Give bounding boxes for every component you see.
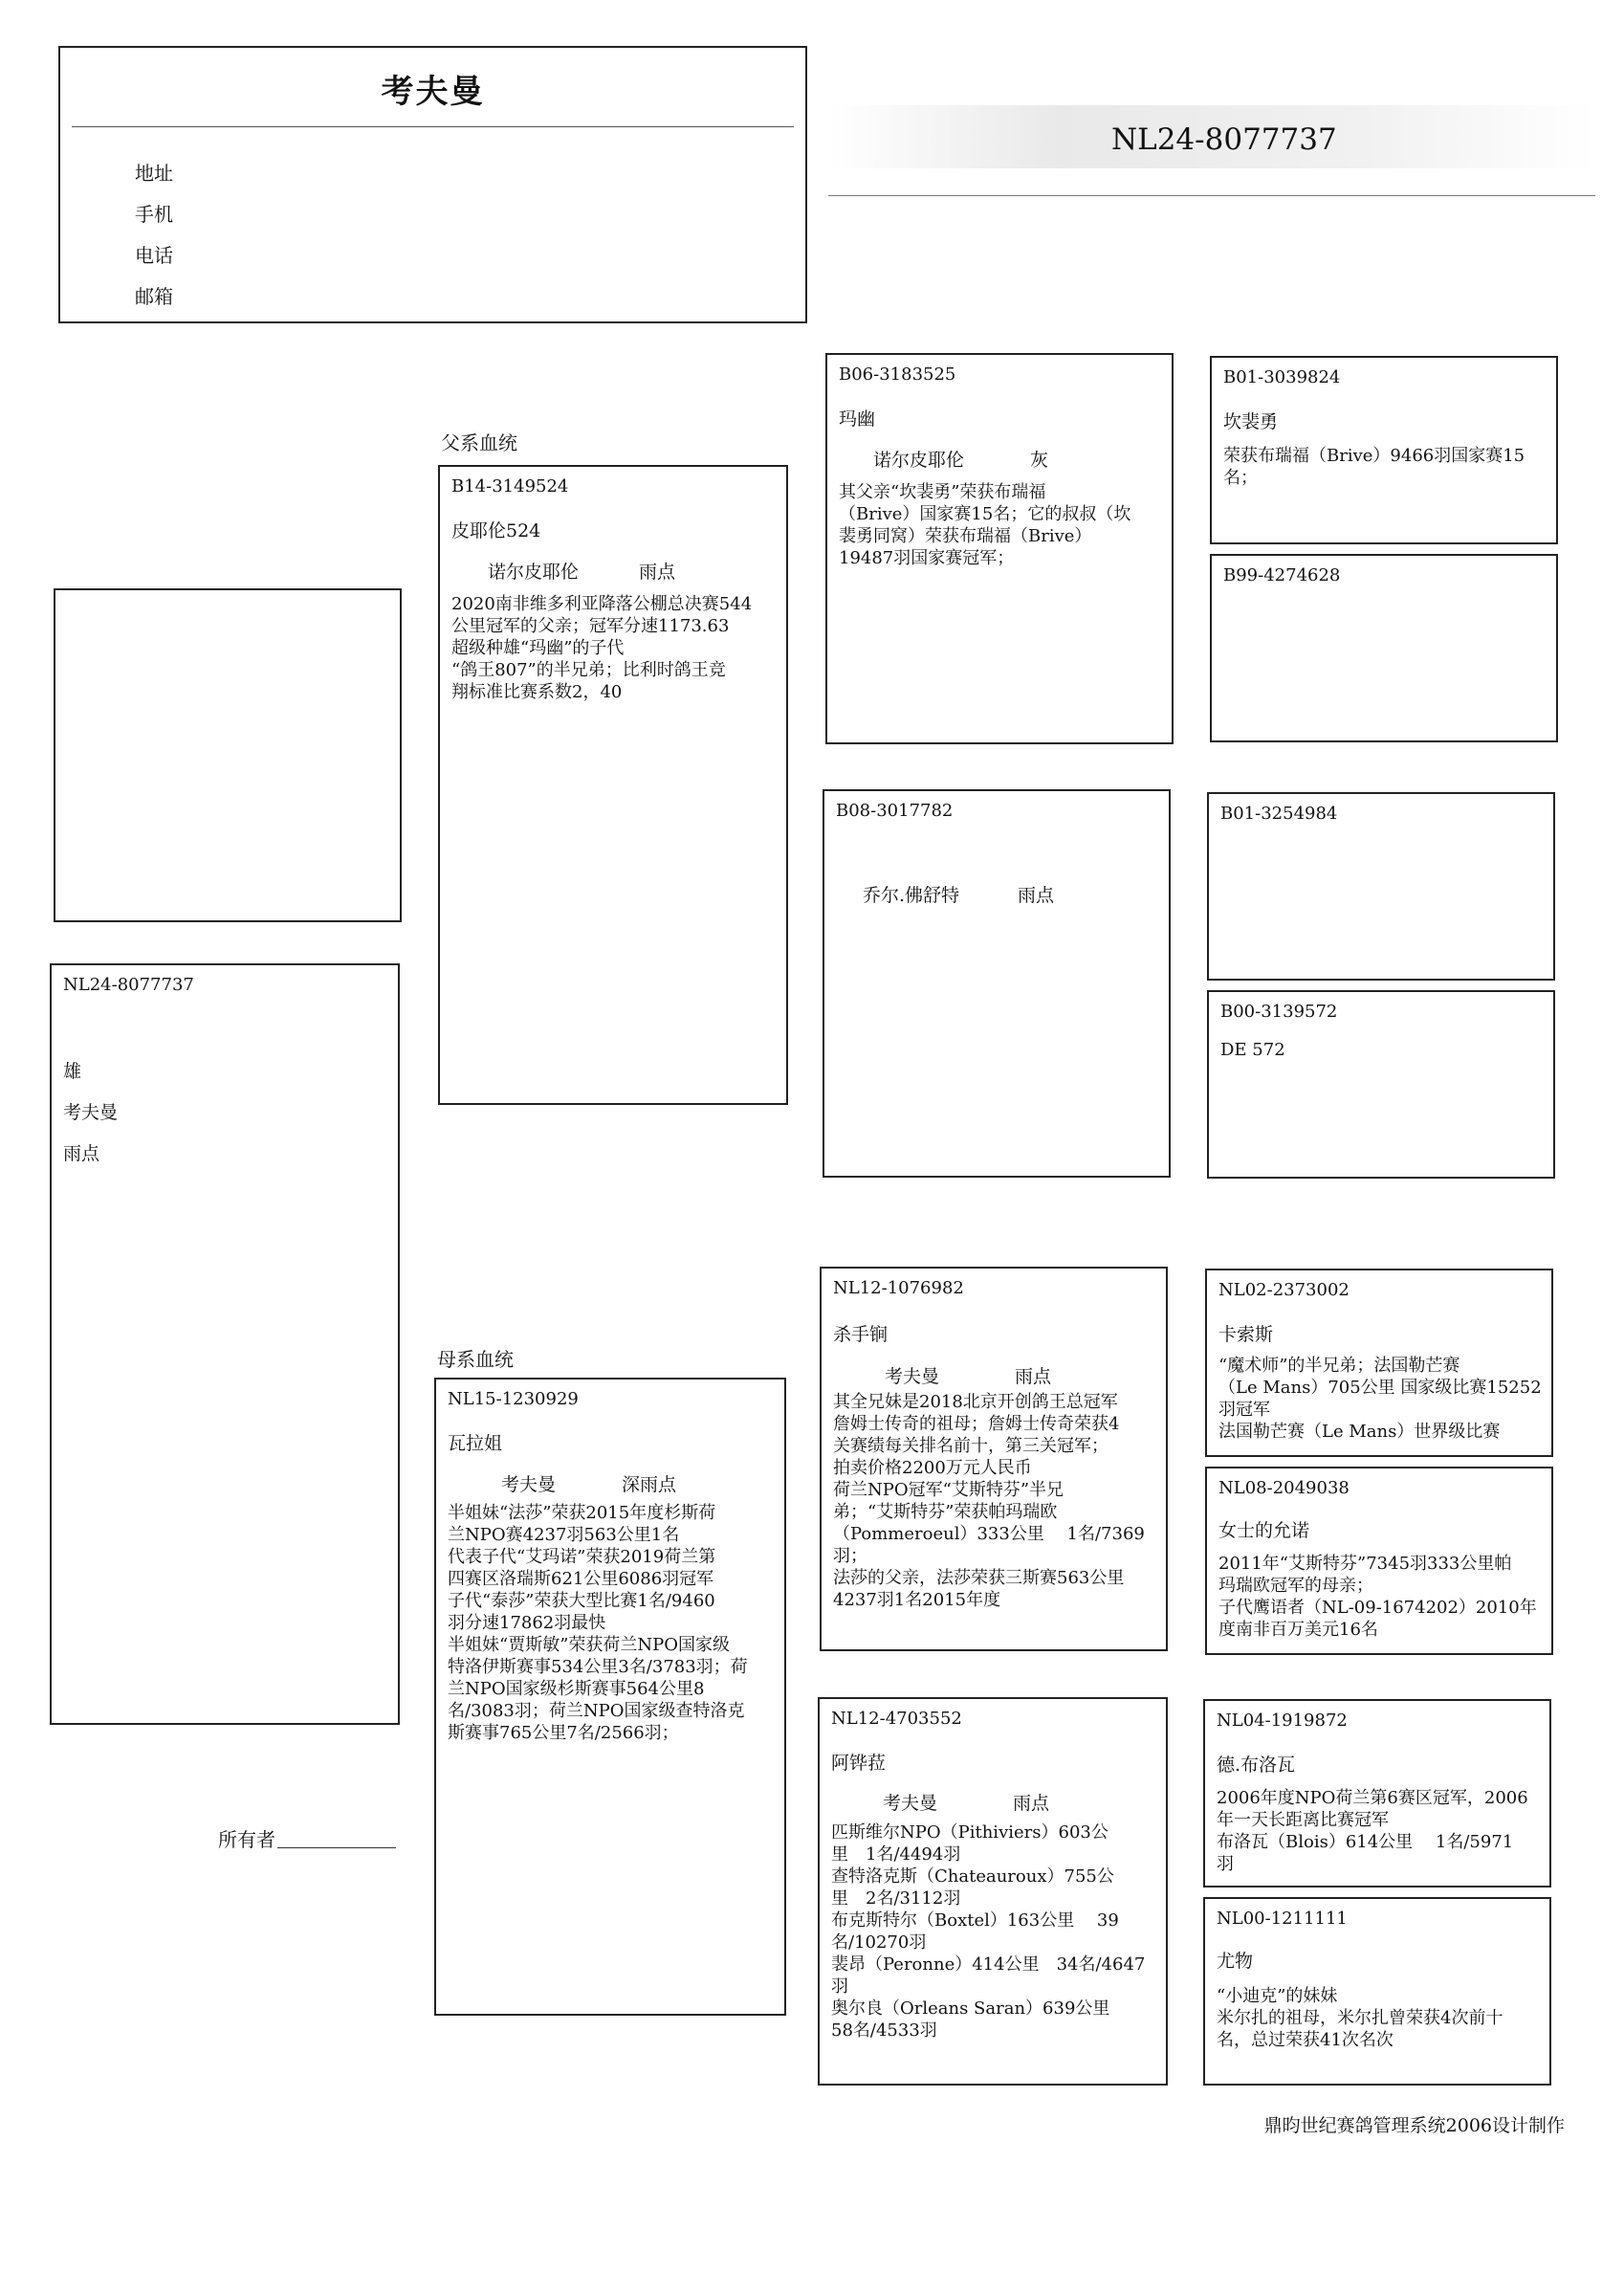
note-line: 米尔扎的祖母，米尔扎曾荣获4次前十 xyxy=(1217,2008,1503,2028)
ss-ring: B06-3183525 xyxy=(839,364,956,385)
note-line: 4237羽1名2015年度 xyxy=(833,1590,1001,1610)
dd-breeder: 考夫曼 xyxy=(883,1793,938,1814)
sire-color: 雨点 xyxy=(639,562,676,583)
note-line: 詹姆士传奇的祖母；詹姆士传奇荣获4 xyxy=(833,1414,1120,1434)
dds-box xyxy=(1203,1699,1551,1888)
owner-header-box xyxy=(58,46,807,323)
note-line: “小迪克”的妹妹 xyxy=(1217,1986,1338,2006)
ds-name: 杀手锏 xyxy=(833,1324,889,1345)
sdd-box xyxy=(1207,990,1555,1179)
note-line: 羽分速17862羽最快 xyxy=(448,1613,606,1633)
note-line: 裴昂（Peronne）414公里 34名/4647 xyxy=(831,1954,1146,1975)
note-line: 匹斯维尔NPO（Pithiviers）603公 xyxy=(831,1822,1108,1843)
note-line: （Brive）国家赛15名；它的叔叔（坎 xyxy=(839,504,1131,524)
sire-breeder: 诺尔皮耶伦 xyxy=(488,562,580,583)
sd-color: 雨点 xyxy=(1018,885,1055,906)
note-line: 关赛绩每关排名前十，第三关冠军； xyxy=(833,1436,1108,1456)
note-line: 翔标准比赛系数2，40 xyxy=(451,682,623,702)
ss-color: 灰 xyxy=(1030,450,1049,471)
dd-color: 雨点 xyxy=(1013,1793,1050,1814)
note-line: 羽 xyxy=(831,1976,848,1997)
note-line: 名； xyxy=(1223,468,1258,488)
dds-notes xyxy=(1217,1787,1542,1882)
sdd-name: DE 572 xyxy=(1220,1040,1285,1060)
dam-breeder: 考夫曼 xyxy=(501,1474,557,1495)
note-line: 超级种雄“玛幽”的子代 xyxy=(451,638,625,658)
dsd-name: 女士的允诺 xyxy=(1218,1520,1310,1541)
dd-notes xyxy=(831,1821,1158,2042)
ddd-notes xyxy=(1217,1985,1542,2051)
sire-ring: B14-3149524 xyxy=(451,476,569,497)
note-line: 法莎的父亲，法莎荣获三斯赛563公里 xyxy=(833,1568,1125,1588)
sss-ring: B01-3039824 xyxy=(1223,367,1341,387)
note-line: 里 1名/4494羽 xyxy=(831,1844,961,1865)
note-line: 名/3083羽；荷兰NPO国家级查特洛克 xyxy=(448,1701,745,1721)
ss-breeder: 诺尔皮耶伦 xyxy=(873,450,965,471)
owner-signature-label: 所有者 xyxy=(218,1828,275,1851)
dds-ring: NL04-1919872 xyxy=(1217,1711,1348,1731)
ring-number-divider xyxy=(828,195,1595,196)
dss-ring: NL02-2373002 xyxy=(1218,1280,1350,1300)
sss-notes xyxy=(1223,445,1548,489)
dam-color: 深雨点 xyxy=(622,1474,677,1495)
dsd-notes xyxy=(1218,1553,1544,1649)
sire-dam-box xyxy=(823,789,1171,1178)
note-line: 2020南非维多利亚降落公棚总决赛544 xyxy=(451,594,753,614)
dam-dam-box xyxy=(818,1697,1168,2086)
note-line: 羽； xyxy=(833,1546,867,1566)
ring-number: NL24-8077737 xyxy=(1111,122,1337,157)
sss-box xyxy=(1210,356,1558,544)
note-line: （Pommeroeul）333公里 1名/7369 xyxy=(833,1524,1145,1544)
sdd-ring: B00-3139572 xyxy=(1220,1002,1338,1022)
note-line: 羽 xyxy=(1217,1854,1234,1874)
note-line: 公里冠军的父亲；冠军分速1173.63 xyxy=(451,616,730,636)
dds-name: 德.布洛瓦 xyxy=(1217,1755,1296,1776)
ds-color: 雨点 xyxy=(1015,1366,1052,1387)
address-label: 地址 xyxy=(135,162,173,185)
note-line: 奥尔良（Orleans Saran）639公里 xyxy=(831,1998,1110,2019)
ds-ring: NL12-1076982 xyxy=(833,1278,964,1298)
dss-box xyxy=(1205,1269,1553,1457)
dd-name: 阿铧菈 xyxy=(831,1753,887,1774)
note-line: 半姐妹“法莎”荣获2015年度杉斯荷 xyxy=(448,1503,716,1523)
email-label: 邮箱 xyxy=(135,285,173,308)
note-line: 四赛区洛瑞斯621公里6086羽冠军 xyxy=(448,1569,714,1589)
header-divider xyxy=(72,126,794,127)
note-line: “魔术师”的半兄弟；法国勒芒赛 xyxy=(1218,1356,1460,1376)
sire-line-label: 父系血统 xyxy=(441,431,517,454)
dam-sire-box xyxy=(820,1267,1168,1651)
owner-name: 考夫曼 xyxy=(381,73,485,111)
note-line: 兰NPO赛4237羽563公里1名 xyxy=(448,1525,680,1545)
note-line: 羽冠军 xyxy=(1218,1400,1270,1420)
dam-line-label: 母系血统 xyxy=(437,1348,514,1371)
note-line: 斯赛事765公里7名/2566羽； xyxy=(448,1723,679,1743)
sds-ring: B01-3254984 xyxy=(1220,804,1338,824)
sss-name: 坎裴勇 xyxy=(1223,411,1279,432)
note-line: 2011年“艾斯特芬”7345羽333公里帕 xyxy=(1218,1554,1512,1574)
sire-name: 皮耶伦524 xyxy=(451,520,541,541)
note-line: 玛瑞欧冠军的母亲； xyxy=(1218,1576,1373,1596)
note-line: 半姐妹“贾斯敏”荣获荷兰NPO国家级 xyxy=(448,1635,731,1655)
note-line: 名，总过荣获41次名次 xyxy=(1217,2030,1394,2050)
note-line: 其全兄妹是2018北京开创鸽王总冠军 xyxy=(833,1392,1118,1412)
ssd-box xyxy=(1210,554,1558,742)
note-line: 特洛伊斯赛事534公里3名/3783羽；荷 xyxy=(448,1657,748,1677)
dam-ring: NL15-1230929 xyxy=(448,1389,579,1409)
sire-sire-box xyxy=(825,353,1174,744)
ssd-ring: B99-4274628 xyxy=(1223,565,1341,585)
note-line: 裴勇同窝）荣获布瑞福（Brive） xyxy=(839,526,1092,546)
note-line: 子代鹰语者（NL-09-1674202）2010年 xyxy=(1218,1598,1537,1618)
dsd-box xyxy=(1205,1467,1553,1655)
dss-name: 卡索斯 xyxy=(1218,1324,1274,1345)
note-line: 19487羽国家赛冠军； xyxy=(839,548,1015,568)
mobile-label: 手机 xyxy=(135,203,173,226)
ds-notes xyxy=(833,1391,1158,1611)
note-line: 58名/4533羽 xyxy=(831,2020,937,2041)
note-line: 布克斯特尔（Boxtel）163公里 39 xyxy=(831,1910,1119,1931)
ss-name: 玛幽 xyxy=(839,408,876,430)
dam-notes xyxy=(448,1502,777,1744)
subject-box xyxy=(50,963,400,1725)
note-line: 代表子代“艾玛诺”荣获2019荷兰第 xyxy=(448,1547,716,1567)
note-line: 年一天长距离比赛冠军 xyxy=(1217,1810,1389,1830)
note-line: 度南非百万美元16名 xyxy=(1218,1620,1378,1640)
subject-sex: 雄 xyxy=(63,1061,82,1082)
sire-notes xyxy=(451,593,779,703)
dsd-ring: NL08-2049038 xyxy=(1218,1478,1350,1498)
note-line: 布洛瓦（Blois）614公里 1名/5971 xyxy=(1217,1832,1514,1852)
subject-ring: NL24-8077737 xyxy=(63,975,194,995)
dam-name: 瓦拉姐 xyxy=(448,1433,503,1454)
note-line: 其父亲“坎裴勇”荣获布瑞福 xyxy=(839,482,1046,502)
note-line: 荣获布瑞福（Brive）9466羽国家赛15 xyxy=(1223,446,1525,466)
note-line: 子代“泰莎”荣获大型比赛1名/9460 xyxy=(448,1591,715,1611)
note-line: 法国勒芒赛（Le Mans）世界级比赛 xyxy=(1218,1422,1501,1442)
dss-notes xyxy=(1218,1355,1544,1451)
sd-breeder: 乔尔.佛舒特 xyxy=(863,885,960,906)
footer-credit: 鼎昀世纪赛鸽管理系统2006设计制作 xyxy=(1263,2115,1565,2136)
note-line: （Le Mans）705公里 国家级比赛15252 xyxy=(1218,1378,1542,1398)
note-line: “鸽王807”的半兄弟；比利时鸽王竞 xyxy=(451,660,726,680)
note-line: 弟；“艾斯特芬”荣获帕玛瑞欧 xyxy=(833,1502,1058,1522)
phone-label: 电话 xyxy=(135,244,173,267)
sds-box xyxy=(1207,792,1555,981)
dd-ring: NL12-4703552 xyxy=(831,1709,962,1729)
note-line: 兰NPO国家级杉斯赛事564公里8 xyxy=(448,1679,705,1699)
sire-box xyxy=(438,465,788,1105)
owner-signature-line xyxy=(277,1847,396,1848)
sd-ring: B08-3017782 xyxy=(836,801,954,821)
photo-box xyxy=(54,588,402,922)
ds-breeder: 考夫曼 xyxy=(885,1366,940,1387)
ss-notes xyxy=(839,481,1164,569)
ddd-ring: NL00-1211111 xyxy=(1217,1909,1348,1929)
ddd-box xyxy=(1203,1897,1551,2086)
note-line: 名/10270羽 xyxy=(831,1932,927,1953)
note-line: 拍卖价格2200万元人民币 xyxy=(833,1458,1032,1478)
ddd-name: 尤物 xyxy=(1217,1951,1254,1972)
note-line: 里 2名/3112羽 xyxy=(831,1888,961,1909)
dam-box xyxy=(434,1378,786,2016)
note-line: 荷兰NPO冠军“艾斯特芬”半兄 xyxy=(833,1480,1064,1500)
note-line: 查特洛克斯（Chateauroux）755公 xyxy=(831,1866,1114,1887)
subject-color: 雨点 xyxy=(63,1143,100,1164)
note-line: 2006年度NPO荷兰第6赛区冠军，2006 xyxy=(1217,1788,1528,1808)
subject-breeder: 考夫曼 xyxy=(63,1102,119,1123)
